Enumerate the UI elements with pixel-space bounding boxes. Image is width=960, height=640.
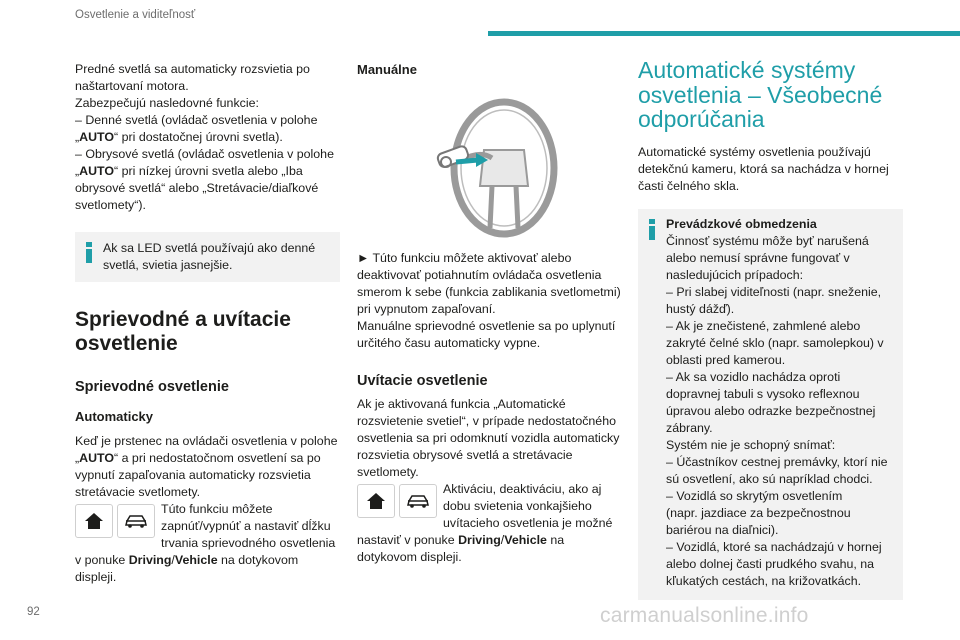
minor-heading: Manuálne	[357, 62, 417, 77]
page-number: 92	[27, 606, 40, 618]
steering-wheel-stalk-icon	[432, 90, 562, 240]
info-line: Činnosť systému môže byť narušená alebo nemusí správne fungovať v nasledujúcich prípadoch:	[666, 233, 869, 282]
body-paragraph: Túto funkciu môžete zapnúť/vypnúť a nastaviť dĺžku trvania sprievodného osvetlenia v ponuke Driving/Vehicle na dotykovom displeji.	[75, 502, 336, 584]
minor-heading: Automaticky	[75, 409, 154, 424]
icon-paragraph	[357, 481, 622, 566]
section-heading: Sprievodné a uvítacie osvetlenie	[75, 308, 291, 355]
info-icon	[85, 242, 93, 264]
info-line: Systém nie je schopný snímať:	[666, 437, 836, 452]
info-line: – Ak sa vozidlo nachádza oproti dopravnej tabuli s vysoko reflexnou úpravou alebo odrazke bezpečnostnej zábrany.	[666, 369, 876, 435]
list-item: – Denné svetlá (ovládač osvetlenia v polohe „AUTO“ pri dostatočnej úrovni svetla).	[75, 113, 318, 144]
intro-paragraph: Predné svetlá sa automaticky rozsvietia po naštartovaní motora.	[75, 62, 310, 93]
home-icon	[75, 504, 113, 538]
car-icon	[117, 504, 155, 538]
subsection-heading: Uvítacie osvetlenie	[357, 373, 488, 389]
section-heading: Automatické systémy osvetlenia – Všeobecné odporúčania	[638, 57, 883, 132]
watermark: carmanualsonline.info	[600, 604, 809, 627]
home-icon	[357, 484, 395, 518]
header-accent-bar	[488, 31, 960, 36]
info-note: Ak sa LED svetlá používajú ako denné svetlá, svietia jasnejšie.	[103, 241, 316, 272]
column-3	[638, 58, 903, 600]
info-line: – Ak je znečistené, zahmlené alebo zakryté čelné sklo (napr. samolepkou) v oblasti pred kamerou.	[666, 318, 884, 367]
intro-paragraph: Automatické systémy osvetlenia používajú detekčnú kameru, ktorá sa nachádza v hornej časti čelného skla.	[638, 144, 889, 193]
info-line: – Účastníkov cestnej premávky, ktorí nie sú osvetlení, ako sú napríklad chodci.	[666, 454, 888, 486]
info-box	[638, 209, 903, 600]
body-paragraph: Ak je aktivovaná funkcia „Automatické rozsvietenie svetiel“, v prípade nedostatočného osvetlenia sa pri odomknutí vozidla automaticky rozsvietia obrysové svetlá a stretávacie svetlomety.	[357, 397, 620, 479]
body-paragraph: Aktiváciu, deaktiváciu, ako aj dobu svietenia vonkajšieho uvítacieho osvetlenia je možné nastaviť v ponuke Driving/Vehicle na dotykovom displeji.	[357, 482, 613, 564]
info-line: – Vozidlá, ktoré sa nachádzajú v hornej alebo dolnej časti prudkého svahu, na kľukatých cestách, na križovatkách.	[666, 539, 882, 588]
icon-paragraph	[75, 501, 340, 586]
body-paragraph: Keď je prstenec na ovládači osvetlenia v polohe „AUTO“ a pri nedostatočnom osvetlení sa po vypnutí zapaľovania automaticky rozsvietia stretávacie svetlomety.	[75, 434, 338, 499]
info-line: – Vozidlá so skrytým osvetlením	[666, 488, 843, 503]
column-1	[75, 61, 340, 586]
info-icon	[648, 219, 656, 241]
body-paragraph: ► Túto funkciu môžete aktivovať alebo deaktivovať potiahnutím ovládača osvetlenia smerom k sebe (funkcia zablikania svetlometmi) pri vypnutom zapaľovaní.	[357, 251, 621, 316]
car-icon	[399, 484, 437, 518]
subsection-heading: Sprievodné osvetlenie	[75, 379, 229, 395]
info-line: – Pri slabej viditeľnosti (napr. sneženie, hustý dážď).	[666, 284, 882, 316]
section-title: Osvetlenie a viditeľnosť	[75, 9, 196, 21]
intro-paragraph: Zabezpečujú nasledovné funkcie:	[75, 96, 259, 110]
body-paragraph: Manuálne sprievodné osvetlenie sa po uplynutí určitého času automaticky vypne.	[357, 319, 616, 350]
info-title: Prevádzkové obmedzenia	[666, 216, 817, 231]
column-2	[357, 61, 622, 566]
info-line: (napr. jazdiace za bezpečnostnou bariérou na diaľnici).	[666, 505, 851, 537]
list-item: – Obrysové svetlá (ovládač osvetlenia v polohe „AUTO“ pri nízkej úrovni svetla alebo „Iba obrysové svetlá“ alebo „Stretávacie/diaľkové svetlomety“).	[75, 147, 334, 212]
info-box	[75, 232, 340, 282]
